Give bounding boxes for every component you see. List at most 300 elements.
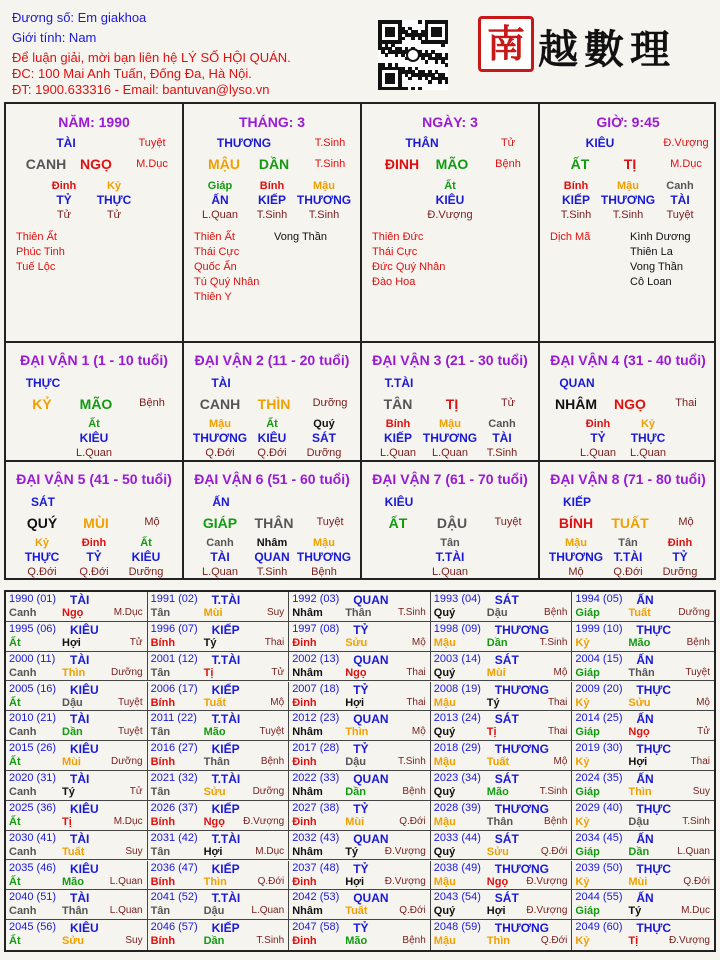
year-can: Tân: [150, 666, 171, 679]
year-cell[interactable]: [6, 771, 148, 801]
year-chi: Mão: [486, 786, 509, 798]
year-chi: Mùi: [203, 607, 223, 619]
year-label: 2003 (14): [433, 652, 481, 665]
year-label: 2042 (53): [292, 891, 340, 904]
year-cell[interactable]: [6, 831, 148, 861]
year-life: Bệnh: [686, 636, 710, 648]
other-star: Kình Dương: [630, 231, 691, 243]
hidden-can: Bính: [385, 418, 411, 430]
year-label: 1993 (04): [433, 593, 481, 605]
hidden-life: Tử: [56, 209, 72, 221]
year-life: Mộ: [411, 726, 426, 738]
year-cell[interactable]: [572, 861, 714, 891]
hidden-can: Mậu: [565, 537, 587, 549]
year-star: SÁT: [494, 891, 519, 906]
year-cell[interactable]: [6, 711, 148, 741]
hidden-star: THƯƠNG: [192, 431, 248, 445]
auspicious-star: Dịch Mã: [550, 231, 591, 243]
year-life: T.Sinh: [682, 815, 710, 827]
year-cell[interactable]: [6, 741, 148, 771]
pillar-life: M.Dục: [670, 158, 702, 170]
year-cell[interactable]: [572, 771, 714, 801]
year-star: KIẾP: [211, 921, 240, 936]
hidden-life: Dưỡng: [306, 447, 342, 459]
year-life: Suy: [125, 845, 143, 857]
year-can: Ất: [9, 815, 21, 828]
year-star: THƯƠNG: [494, 682, 549, 697]
hidden-life: L.Quan: [431, 566, 469, 578]
hidden-can: Mậu: [313, 180, 335, 192]
year-label: 1991 (02): [150, 593, 198, 605]
dai-van-title: ĐẠI VẬN 3 (21 - 30 tuổi): [372, 352, 528, 368]
year-can: Quý: [433, 845, 456, 858]
year-chi: Ngọ: [345, 666, 367, 679]
year-cell[interactable]: [431, 652, 573, 682]
year-can: Bính: [150, 935, 176, 948]
year-cell[interactable]: [572, 592, 714, 622]
year-cell[interactable]: [148, 801, 290, 831]
hidden-star: THƯƠNG: [422, 431, 478, 445]
hidden-star: KIẾP: [383, 431, 412, 445]
dai-van-cell: [362, 343, 540, 462]
year-chi: Hợi: [486, 905, 506, 918]
year-can: Tân: [150, 845, 171, 858]
year-cell[interactable]: [148, 771, 290, 801]
pillar-can: ẤT: [570, 156, 590, 172]
year-life: Q.Đới: [683, 875, 710, 887]
year-star: SÁT: [494, 712, 519, 727]
dai-van-chi: DẬU: [436, 515, 468, 531]
year-cell[interactable]: [289, 622, 431, 652]
qr-module: [445, 57, 449, 61]
auspicious-star: Thiên Ất: [194, 231, 235, 243]
pillar-life: Bệnh: [495, 158, 521, 170]
year-label: 2043 (54): [433, 891, 481, 904]
other-star: Thiên La: [630, 246, 673, 258]
hidden-life: Mộ: [568, 566, 584, 578]
year-cell[interactable]: [572, 652, 714, 682]
year-can: Giáp: [575, 607, 600, 619]
year-can: Đinh: [292, 875, 317, 888]
year-label: 1997 (08): [292, 622, 340, 635]
qr-module: [405, 87, 409, 91]
hidden-can: Đinh: [81, 537, 107, 549]
year-chi: Sửu: [203, 786, 226, 798]
hidden-can: Kỷ: [106, 180, 122, 192]
dai-van-life: Thai: [675, 397, 697, 409]
year-star: T.TÀI: [211, 772, 241, 786]
year-can: Giáp: [575, 666, 600, 679]
auspicious-star: Đào Hoa: [372, 276, 416, 288]
year-chi: Dần: [486, 636, 508, 649]
year-label: 2016 (27): [150, 742, 198, 755]
year-label: 2012 (23): [292, 712, 340, 725]
year-chi: Thìn: [345, 726, 369, 739]
year-cell[interactable]: [431, 741, 573, 771]
year-cell[interactable]: [148, 682, 290, 712]
pillar-chi: TỊ: [623, 156, 637, 172]
year-label: 2049 (60): [575, 921, 623, 934]
hidden-life: Q.Đới: [27, 566, 57, 578]
hidden-star: THƯƠNG: [600, 193, 656, 207]
pillar-life-stage: T.Sinh: [314, 137, 346, 149]
year-label: 2018 (29): [433, 742, 481, 755]
year-life: T.Sinh: [397, 756, 426, 768]
year-label: 2010 (21): [9, 712, 57, 725]
year-cell[interactable]: [572, 741, 714, 771]
year-can: Bính: [150, 875, 176, 888]
year-chi: Dậu: [345, 756, 366, 769]
year-can: Kỷ: [575, 935, 590, 948]
year-cell[interactable]: [572, 831, 714, 861]
year-label: 1999 (10): [575, 622, 623, 635]
year-chi: Thìn: [628, 786, 652, 798]
year-cell[interactable]: [289, 652, 431, 682]
year-cell[interactable]: [148, 741, 290, 771]
year-life: Q.Đới: [257, 875, 285, 887]
dai-van-star: T.TÀI: [384, 376, 414, 390]
year-cell[interactable]: [431, 831, 573, 861]
auspicious-star: Tú Quý Nhân: [194, 276, 260, 288]
year-chi: Mão: [628, 636, 651, 649]
year-can: Quý: [433, 905, 456, 918]
dai-van-can: BÍNH: [558, 515, 594, 531]
year-label: 2023 (34): [433, 772, 481, 784]
year-label: 2032 (43): [292, 831, 340, 844]
pillar-star: THƯƠNG: [216, 136, 272, 150]
year-chi: Dần: [345, 786, 366, 798]
year-label: 2006 (17): [150, 682, 198, 695]
year-star: KIÊU: [70, 622, 99, 637]
year-chi: Thân: [345, 607, 372, 619]
year-cell[interactable]: [6, 920, 148, 950]
year-label: 2022 (33): [292, 772, 340, 784]
dai-van-life: Dưỡng: [312, 397, 348, 409]
year-chi: Sửu: [62, 935, 85, 948]
year-label: 2046 (57): [150, 921, 198, 934]
hidden-star: ẤN: [211, 193, 229, 207]
year-life: Tuyệt: [117, 696, 143, 708]
year-can: Tân: [150, 786, 171, 798]
year-cell[interactable]: [572, 890, 714, 920]
hidden-star: SÁT: [312, 431, 336, 445]
pillar-chi: MÃO: [435, 156, 469, 172]
year-label: 2036 (47): [150, 861, 198, 874]
year-chi: Hợi: [62, 636, 81, 649]
hidden-life: T.Sinh: [486, 447, 518, 459]
year-cell[interactable]: [6, 890, 148, 920]
year-cell[interactable]: [572, 711, 714, 741]
year-can: Tân: [150, 905, 171, 918]
owner-gender: Giới tính: Nam: [12, 30, 97, 45]
year-cell[interactable]: [6, 861, 148, 891]
year-label: 1992 (03): [292, 593, 340, 605]
year-cell[interactable]: [431, 592, 573, 622]
auspicious-star: Đức Quý Nhân: [372, 261, 446, 273]
year-chi: Ngọ: [486, 875, 509, 888]
qr-module: [418, 20, 422, 24]
auspicious-star: Thiên Đức: [372, 231, 424, 243]
year-life: Thai: [406, 666, 426, 678]
year-chi: Thân: [628, 666, 655, 679]
hidden-life: Tử: [106, 209, 122, 221]
hidden-life: T.Sinh: [256, 209, 288, 221]
year-life: Thai: [264, 636, 285, 648]
year-can: Mậu: [433, 875, 456, 888]
year-can: Kỷ: [575, 756, 590, 769]
year-star: TỶ: [353, 861, 369, 876]
dai-van-life: Mộ: [678, 516, 694, 528]
year-life: M.Dục: [255, 845, 285, 857]
qr-module: [418, 87, 422, 91]
year-cell[interactable]: [289, 890, 431, 920]
year-cell[interactable]: [6, 682, 148, 712]
year-cell[interactable]: [289, 592, 431, 622]
brand-logo: [478, 8, 710, 73]
year-life: L.Quan: [109, 875, 143, 887]
year-life: Q.Đới: [399, 815, 426, 827]
hidden-star: TÀI: [492, 431, 512, 445]
year-chi: Sửu: [486, 845, 509, 858]
dai-van-star: SÁT: [31, 495, 55, 509]
year-star: QUAN: [353, 831, 389, 846]
hidden-star: QUAN: [254, 550, 290, 564]
year-life: Thai: [547, 696, 568, 708]
year-cell[interactable]: [572, 801, 714, 831]
year-chi: Mão: [203, 726, 226, 739]
auspicious-star: Thái Cực: [372, 246, 418, 258]
year-label: 2031 (42): [150, 831, 198, 844]
year-life: M.Dục: [113, 607, 143, 618]
qr-module: [411, 87, 415, 91]
hidden-can: Kỷ: [640, 418, 656, 430]
year-label: 2037 (48): [292, 861, 340, 874]
qr-module: [445, 80, 449, 84]
year-star: THỰC: [636, 861, 672, 876]
year-chi: Hợi: [203, 845, 223, 858]
year-cell[interactable]: [289, 682, 431, 712]
year-can: Canh: [9, 845, 37, 858]
year-cell[interactable]: [572, 622, 714, 652]
year-cell[interactable]: [572, 920, 714, 950]
year-cell[interactable]: [431, 861, 573, 891]
year-chi: Dậu: [62, 696, 83, 709]
qr-module: [398, 40, 402, 44]
year-label: 2020 (31): [9, 772, 57, 784]
dai-van-cell: [540, 343, 716, 462]
year-cell[interactable]: [6, 622, 148, 652]
hidden-life: L.Quan: [379, 447, 417, 459]
year-label: 2048 (59): [433, 921, 481, 934]
year-label: 2039 (50): [575, 861, 623, 874]
hidden-star: THƯƠNG: [296, 193, 352, 207]
year-star: KIÊU: [70, 682, 99, 697]
year-cell[interactable]: [431, 801, 573, 831]
year-cell[interactable]: [148, 711, 290, 741]
year-star: QUAN: [353, 712, 389, 727]
year-can: Nhâm: [292, 845, 323, 858]
year-star: SÁT: [494, 593, 519, 607]
year-life: Thai: [406, 696, 426, 708]
year-chi: Dần: [62, 726, 83, 739]
pillar-life: T.Sinh: [314, 158, 346, 170]
pillar-cell: [540, 104, 716, 343]
qr-module: [395, 53, 399, 57]
year-can: Kỷ: [575, 696, 590, 709]
year-life: Mộ: [553, 756, 568, 768]
year-chi: Tý: [62, 786, 75, 798]
year-chi: Dậu: [628, 815, 650, 828]
hidden-life: Q.Đới: [79, 566, 109, 578]
hidden-can: Ất: [88, 418, 100, 430]
year-cell[interactable]: [148, 861, 290, 891]
year-cell[interactable]: [431, 622, 573, 652]
year-can: Quý: [433, 607, 456, 619]
year-label: 2045 (56): [9, 921, 57, 934]
hidden-star: KIẾP: [561, 193, 590, 207]
year-can: Mậu: [433, 756, 456, 769]
year-cell[interactable]: [289, 920, 431, 950]
hidden-can: Quý: [313, 418, 335, 430]
year-life: Q.Đới: [540, 935, 568, 947]
year-life: Q.Đới: [540, 845, 568, 857]
year-star: THƯƠNG: [494, 921, 549, 936]
year-chi: Tý: [345, 845, 359, 858]
year-cell[interactable]: [289, 861, 431, 891]
dai-van-cell: [184, 343, 362, 462]
chart-grid: [4, 102, 716, 580]
qr-module: [418, 77, 422, 81]
year-cell[interactable]: [431, 711, 573, 741]
year-star: SÁT: [494, 772, 519, 786]
year-star: THƯƠNG: [494, 801, 549, 816]
year-label: 2008 (19): [433, 682, 481, 695]
year-can: Nhâm: [292, 666, 323, 679]
year-life: Thai: [547, 726, 568, 738]
year-label: 2029 (40): [575, 801, 623, 814]
owner-name: Đương số: Em giakhoa: [12, 10, 147, 25]
contact-line-2: ĐC: 100 Mai Anh Tuấn, Đống Đa, Hà Nội.: [12, 66, 252, 81]
year-life: Bệnh: [402, 786, 426, 797]
year-can: Canh: [9, 726, 37, 739]
qr-module: [401, 37, 405, 41]
qr-module: [385, 53, 389, 57]
year-can: Giáp: [575, 726, 600, 739]
year-life: Bệnh: [544, 815, 568, 827]
year-can: Kỷ: [575, 875, 590, 888]
dai-van-cell: [184, 462, 362, 578]
year-chi: Sửu: [345, 636, 368, 649]
hidden-life: Q.Đới: [613, 566, 643, 578]
year-label: 1990 (01): [9, 593, 57, 605]
year-chi: Ngọ: [62, 607, 84, 619]
year-star: ẤN: [636, 891, 654, 906]
year-star: KIÊU: [70, 921, 99, 936]
year-star: THƯƠNG: [494, 622, 549, 637]
year-label: 2013 (24): [433, 712, 481, 725]
year-cell[interactable]: [289, 741, 431, 771]
year-cell[interactable]: [289, 831, 431, 861]
year-chi: Tuất: [628, 607, 651, 619]
year-label: 1996 (07): [150, 622, 198, 635]
year-chi: Thân: [203, 756, 230, 769]
year-cell[interactable]: [289, 801, 431, 831]
year-cell[interactable]: [148, 592, 290, 622]
hidden-can: Canh: [206, 537, 234, 549]
pillar-title: NGÀY: 3: [422, 114, 478, 130]
auspicious-star: Thiên Ất: [16, 231, 57, 243]
year-life: Bệnh: [260, 756, 285, 768]
year-cell[interactable]: [431, 920, 573, 950]
year-cell[interactable]: [148, 622, 290, 652]
qr-code-icon[interactable]: [378, 20, 448, 90]
year-cell[interactable]: [572, 682, 714, 712]
year-life: Đ.Vượng: [526, 875, 568, 887]
auspicious-star: Thái Cực: [194, 246, 240, 258]
year-cell[interactable]: [148, 890, 290, 920]
year-cell[interactable]: [289, 771, 431, 801]
year-label: 2033 (44): [433, 831, 481, 844]
year-can: Nhâm: [292, 607, 323, 619]
year-label: 2005 (16): [9, 682, 57, 695]
other-star: Cô Loan: [630, 276, 672, 288]
pillar-can: CANH: [25, 156, 67, 172]
year-chi: Thìn: [203, 875, 227, 888]
year-can: Quý: [433, 726, 456, 739]
year-star: THƯƠNG: [494, 742, 549, 757]
year-cell[interactable]: [289, 711, 431, 741]
year-chi: Hợi: [628, 756, 648, 769]
year-star: TỶ: [353, 801, 369, 816]
hidden-star: THƯƠNG: [296, 550, 352, 564]
year-cell[interactable]: [6, 592, 148, 622]
year-label: 2047 (58): [292, 921, 340, 934]
dai-van-can: QUÝ: [26, 515, 58, 531]
pillar-can: ĐINH: [384, 156, 420, 172]
year-life: Suy: [125, 935, 143, 947]
year-cell[interactable]: [148, 920, 290, 950]
dai-van-chi: MÙI: [83, 515, 109, 531]
hidden-can: Tân: [440, 537, 460, 549]
year-star: THỰC: [636, 742, 672, 757]
year-can: Mậu: [433, 636, 456, 649]
year-cell[interactable]: [6, 801, 148, 831]
qr-module: [445, 63, 449, 67]
year-cell[interactable]: [431, 890, 573, 920]
auspicious-star: Phúc Tinh: [16, 246, 65, 258]
qr-module: [438, 80, 442, 84]
qr-module: [408, 77, 412, 81]
year-cell[interactable]: [6, 652, 148, 682]
year-star: ẤN: [636, 712, 654, 727]
year-star: KIÊU: [70, 861, 99, 876]
pillar-life-stage: Tuyệt: [138, 137, 166, 149]
hidden-life: Đ.Vượng: [427, 209, 473, 221]
year-star: ẤN: [636, 772, 654, 786]
year-star: SÁT: [494, 831, 519, 846]
year-life: T.Sinh: [539, 636, 568, 648]
qr-module: [445, 40, 449, 44]
year-cell[interactable]: [148, 831, 290, 861]
dai-van-chi: THÌN: [257, 396, 291, 412]
year-cell[interactable]: [148, 652, 290, 682]
year-cell[interactable]: [431, 771, 573, 801]
year-cell[interactable]: [431, 682, 573, 712]
hidden-can: Bính: [259, 180, 285, 192]
year-star: TÀI: [70, 652, 90, 667]
year-star: QUAN: [353, 772, 389, 786]
year-label: 2002 (13): [292, 652, 340, 665]
